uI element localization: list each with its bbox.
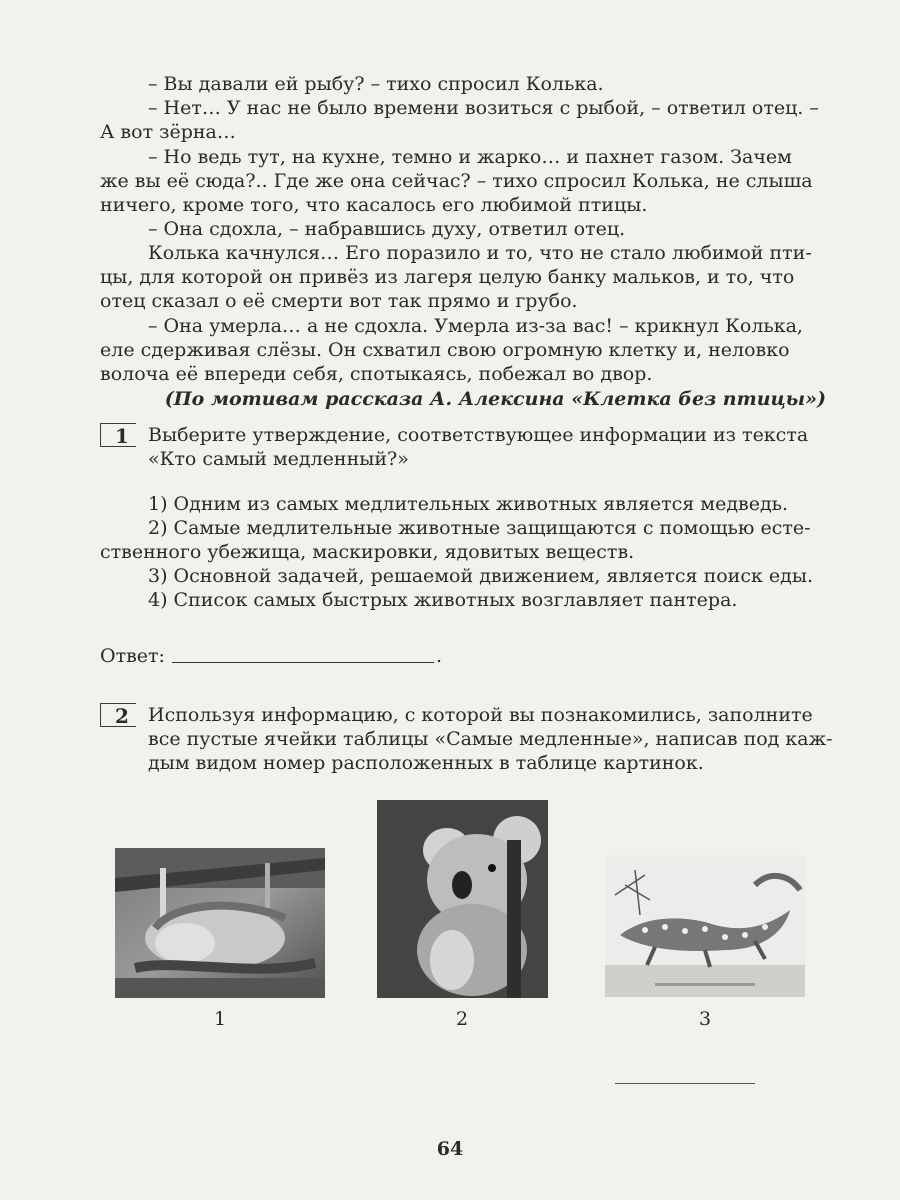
- task-number-box: 1: [100, 423, 138, 447]
- story-line: А вот зёрна…: [100, 121, 236, 143]
- story-line: же вы её сюда?.. Где же она сейчас? – тихо спросил Колька, не слыша: [100, 170, 813, 192]
- answer-field[interactable]: [172, 662, 434, 663]
- story-line: волоча её впереди себя, спотыкаясь, побежал во двор.: [100, 363, 653, 385]
- task2-question-line: дым видом номер расположенных в таблице картинок.: [148, 752, 704, 774]
- story-line: отец сказал о её смерти вот так прямо и грубо.: [100, 290, 578, 312]
- task1-question-line: Выберите утверждение, соответствующее информации из текста: [148, 424, 809, 446]
- task1-option: 2) Самые медлительные животные защищаются с помощью есте-: [148, 517, 811, 539]
- story-source: (По мотивам рассказа А. Алексина «Клетка без птицы»): [164, 388, 826, 410]
- answer-period: .: [436, 645, 443, 667]
- task1-question: [148, 423, 838, 471]
- photo-caption: 1: [213, 1008, 227, 1030]
- divider-line: [615, 1083, 755, 1084]
- answer-label: Ответ:: [100, 645, 165, 667]
- photo-caption: 3: [698, 1008, 712, 1030]
- koala-photo: [377, 800, 548, 998]
- story-line: цы, для которой он привёз из лагеря целую банку мальков, и то, что: [100, 266, 795, 288]
- sloth-photo: [115, 848, 325, 998]
- task-number-box: 2: [100, 703, 138, 727]
- story-line: – Нет… У нас не было времени возиться с рыбой, – ответил отец. –: [148, 97, 819, 119]
- page-number: 64: [436, 1138, 464, 1160]
- task1-option: 3) Основной задачей, решаемой движением, является поиск еды.: [148, 565, 813, 587]
- story-line: – Она умерла… а не сдохла. Умерла из-за вас! – крикнул Колька,: [148, 315, 803, 337]
- task2-question: [148, 703, 838, 775]
- task1-option: 1) Одним из самых медлительных животных является медведь.: [148, 493, 789, 515]
- story-line: – Она сдохла, – набравшись духу, ответил отец.: [148, 218, 626, 240]
- task1-option-continuation: ственного убежища, маскировки, ядовитых веществ.: [100, 541, 635, 563]
- lizard-illustration: [605, 855, 805, 997]
- story-line: Колька качнулся… Его поразило и то, что не стало любимой пти-: [148, 242, 812, 264]
- story-line: ничего, кроме того, что касалось его любимой птицы.: [100, 194, 648, 216]
- story-line: – Но ведь тут, на кухне, темно и жарко… и пахнет газом. Зачем: [148, 146, 792, 168]
- task2-question-line: Используя информацию, с которой вы познакомились, заполните: [148, 704, 813, 726]
- story-line: – Вы давали ей рыбу? – тихо спросил Колька.: [148, 73, 604, 95]
- task1-option: 4) Список самых быстрых животных возглавляет пантера.: [148, 589, 738, 611]
- story-line: еле сдерживая слёзы. Он схватил свою огромную клетку и, неловко: [100, 339, 790, 361]
- task2-question-line: все пустые ячейки таблицы «Самые медленные», написав под каж-: [148, 728, 833, 750]
- photo-caption: 2: [455, 1008, 469, 1030]
- task1-question-line: «Кто самый медленный?»: [148, 448, 409, 470]
